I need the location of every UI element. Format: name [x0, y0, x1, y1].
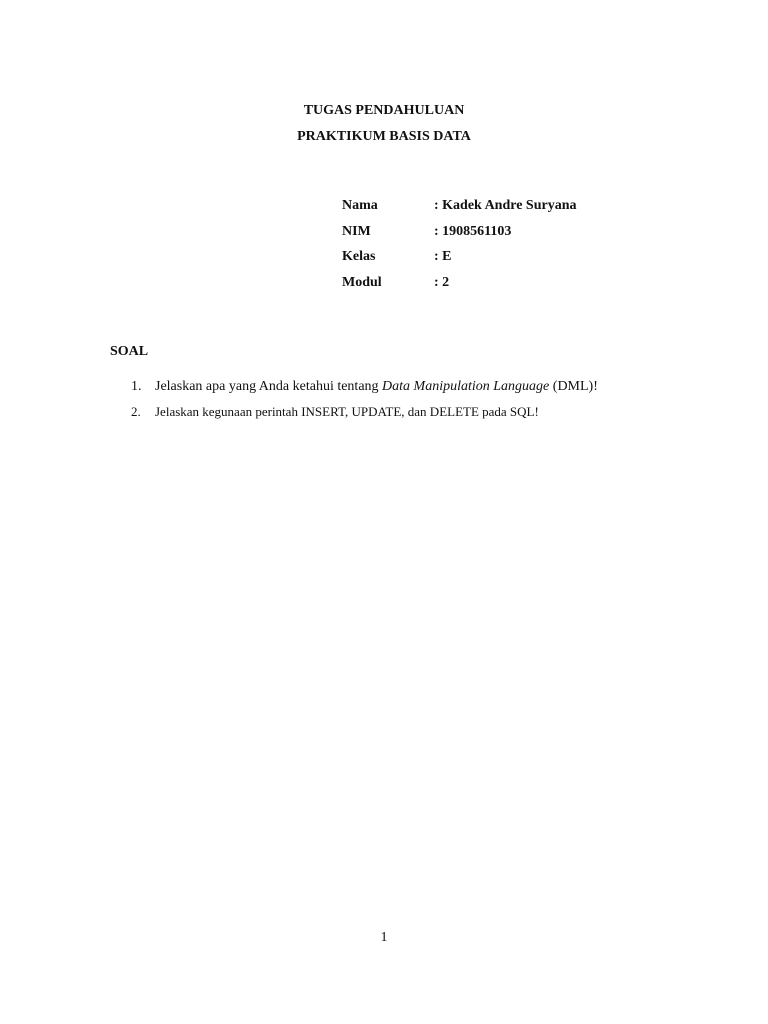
- question-text-before: Jelaskan apa yang Anda ketahui tentang: [155, 379, 383, 394]
- document-title-line-2: PRAKTIKUM BASIS DATA: [297, 129, 471, 144]
- question-text-after: (DML)!: [549, 379, 598, 394]
- list-item: [131, 378, 598, 403]
- info-label: Kelas: [342, 249, 376, 264]
- info-value: : 1908561103: [434, 223, 512, 239]
- info-label: Nama: [342, 198, 378, 213]
- section-heading-soal: SOAL: [110, 344, 149, 359]
- page-number: 1: [380, 930, 388, 945]
- question-number: 2.: [131, 404, 141, 419]
- info-value: : 2: [434, 274, 450, 290]
- info-label: NIM: [342, 223, 371, 239]
- info-value: : Kadek Andre Suryana: [434, 198, 577, 213]
- info-row-nim: [342, 223, 577, 249]
- list-item: [131, 403, 598, 420]
- info-row-modul: [342, 274, 577, 300]
- info-label: Modul: [342, 274, 382, 290]
- question-text-italic: Data Manipulation Language: [382, 379, 550, 394]
- info-row-nama: [342, 197, 577, 223]
- question-text: [155, 378, 598, 403]
- question-list: [131, 378, 598, 420]
- student-info-table: [342, 197, 577, 299]
- info-row-kelas: [342, 248, 577, 274]
- question-text: Jelaskan kegunaan perintah INSERT, UPDATE, dan DELETE pada SQL!: [155, 404, 539, 419]
- info-value: : E: [434, 249, 452, 264]
- document-title-line-1: TUGAS PENDAHULUAN: [303, 103, 465, 118]
- question-number: 1.: [131, 379, 142, 394]
